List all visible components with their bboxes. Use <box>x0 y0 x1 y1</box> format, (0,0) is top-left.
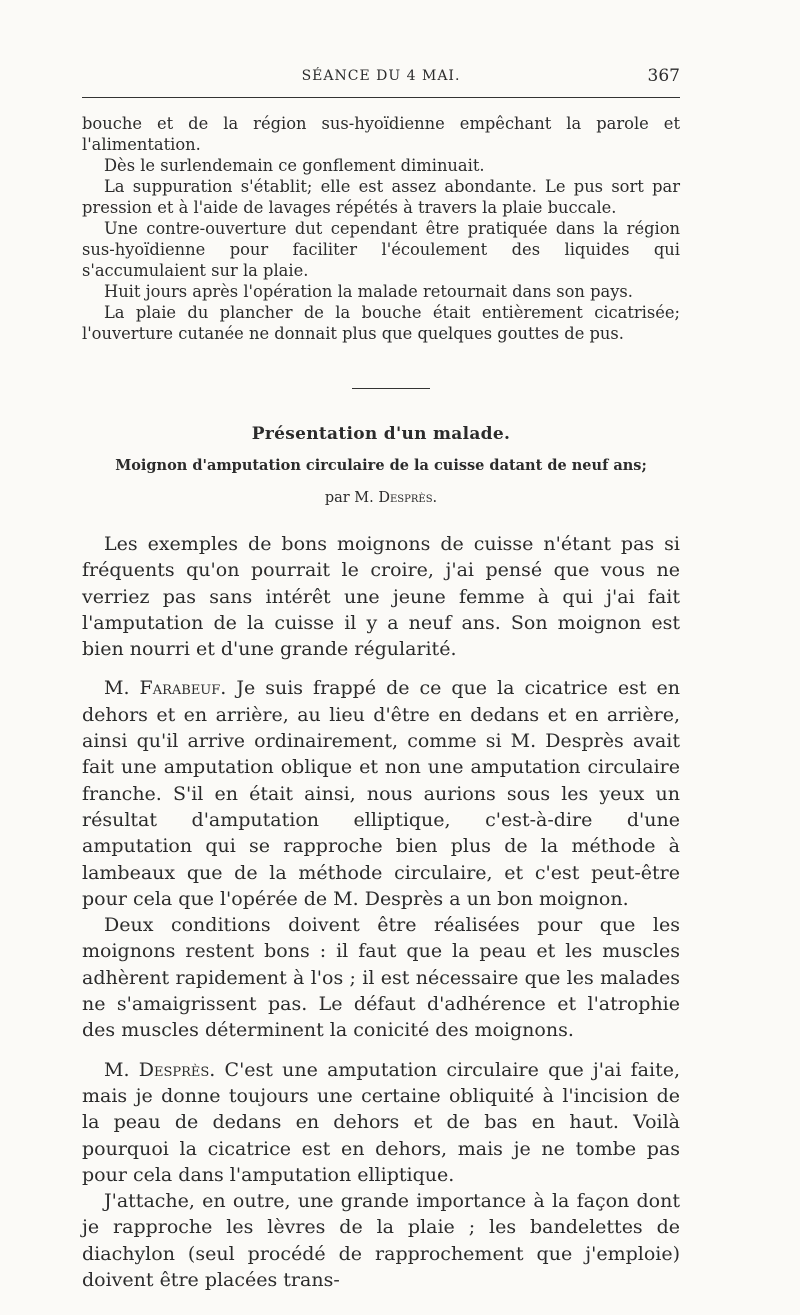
paragraph: Les exemples de bons moignons de cuisse n'étant pas si fréquents qu'on pourrait le croire, j'ai pensé que vous ne verriez pas sans intérêt une jeune femme à qui j'ai fait l'amputation de la cuisse il y a neuf ans. Son moignon est bien nourri et d'une grande régularité. <box>82 533 680 661</box>
paragraph: J'attache, en outre, une grande importance à la façon dont je rapproche les lèvres de la plaie ; les bandelettes de diachylon (seul procédé de rapprochement que j'emploie) doivent être placées trans- <box>82 1190 680 1292</box>
paragraph-continuation: bouche et de la région sus-hyoïdienne empêchant la parole et l'alimentation. <box>82 114 680 154</box>
speaker-prefix: M. <box>104 677 130 700</box>
paragraph: Une contre-ouverture dut cependant être pratiquée dans la région sus-hyoïdienne pour faciliter l'écoulement des liquides qui s'accumulaient sur la plaie. <box>82 219 680 280</box>
speaker-name: Desprès. <box>138 1058 216 1081</box>
speaker-paragraph <box>82 1057 680 1188</box>
running-head <box>82 68 680 92</box>
section-author <box>82 490 680 506</box>
section-subtitle: Moignon d'amputation circulaire de la cuisse datant de neuf ans; <box>115 457 647 474</box>
page-number: 367 <box>647 66 680 86</box>
discussion-text <box>82 531 680 1293</box>
paragraph-text: Je suis frappé de ce que la cicatrice est en dehors et en arrière, au lieu d'être en dedans et en arrière, ainsi qu'il arrive ordinairement, comme si M. Desprès avait fait une amputation oblique et non une amputation circulaire franche. S'il en était ainsi, nous aurions sous les yeux un résultat d'amputation elliptique, c'est-à-dire d'une amputation qui se rapproche bien plus de la méthode à lambeaux que de la méthode circulaire, et c'est peut-être pour cela que l'opérée de M. Desprès a un bon moignon. <box>82 677 680 910</box>
speaker-prefix: M. <box>104 1058 130 1081</box>
preceding-case-text <box>82 113 680 344</box>
section-separator <box>352 388 430 389</box>
paragraph: Huit jours après l'opération la malade retournait dans son pays. <box>104 282 633 301</box>
paragraph: La suppuration s'établit; elle est assez abondante. Le pus sort par pression et à l'aide de lavages répétés à travers la plaie buccale. <box>82 177 680 217</box>
header-rule <box>82 97 680 98</box>
author-prefix: par M. <box>324 490 374 506</box>
author-name: Desprès. <box>378 490 438 506</box>
paragraph: La plaie du plancher de la bouche était entièrement cicatrisée; l'ouverture cutanée ne donnait plus que quelques gouttes de pus. <box>82 303 680 343</box>
running-title: SÉANCE DU 4 MAI. <box>301 68 461 84</box>
paragraph-text: C'est une amputation circulaire que j'ai faite, mais je donne toujours une certaine obliquité à l'incision de la peau de dedans en dehors et de bas en haut. Voilà pourquoi la cicatrice est en dehors, mais je ne tombe pas pour cela dans l'amputation elliptique. <box>82 1058 680 1186</box>
speaker-name: Farabeuf. <box>139 677 227 700</box>
paragraph: Deux conditions doivent être réalisées pour que les moignons restent bons : il faut que la peau et les muscles adhèrent rapidement à l'os ; il est nécessaire que les malades ne s'amaigrissent pas. Le défaut d'adhérence et l'atrophie des muscles déterminent la conicité des moignons. <box>82 914 680 1042</box>
speaker-paragraph <box>82 675 680 912</box>
paragraph: Dès le surlendemain ce gonflement diminuait. <box>104 156 485 175</box>
section-title: Présentation d'un malade. <box>251 424 511 444</box>
